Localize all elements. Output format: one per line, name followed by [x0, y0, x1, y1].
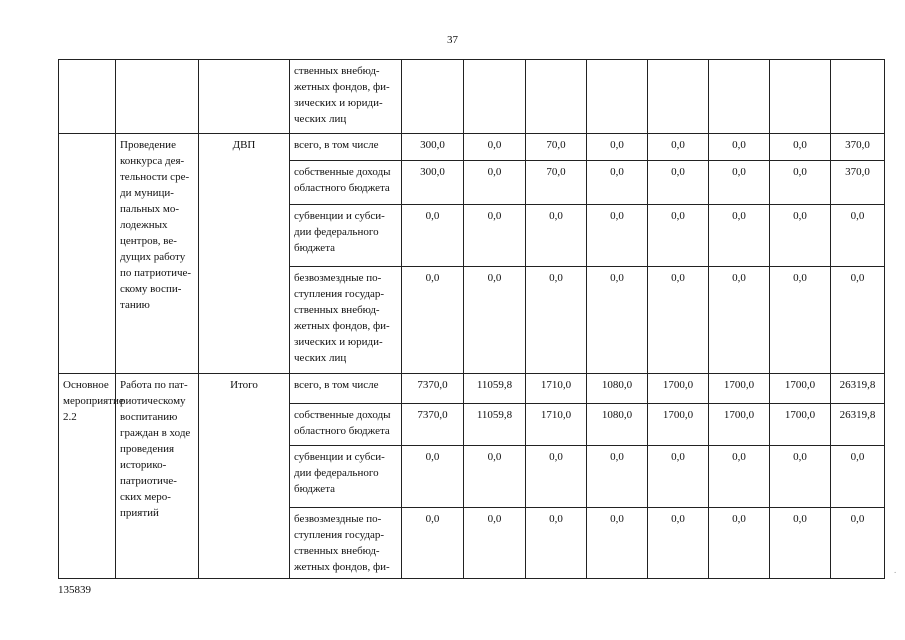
amount-cell: 0,0	[770, 161, 831, 205]
amount-cell: 0,0	[402, 267, 464, 374]
amount-cell: 0,0	[587, 446, 648, 508]
amount-cell: 70,0	[526, 161, 587, 205]
amount-cell: 0,0	[464, 205, 526, 267]
amount-cell: 0,0	[709, 134, 770, 161]
amount-cell: 0,0	[464, 446, 526, 508]
amount-cell: 1700,0	[770, 404, 831, 446]
value-cell	[464, 60, 526, 134]
value-cell	[709, 60, 770, 134]
amount-cell: 0,0	[587, 205, 648, 267]
amount-cell: 26319,8	[831, 404, 885, 446]
amount-cell: 1700,0	[709, 404, 770, 446]
amount-cell: 0,0	[526, 508, 587, 579]
amount-cell: 1710,0	[526, 374, 587, 404]
amount-cell: 0,0	[587, 161, 648, 205]
amount-cell: 0,0	[587, 134, 648, 161]
amount-cell: 0,0	[831, 267, 885, 374]
amount-cell: 70,0	[526, 134, 587, 161]
funding-source: собственные доходы областного бюджета	[290, 161, 402, 205]
amount-cell: 0,0	[587, 508, 648, 579]
measure-executor: ДВП	[199, 134, 290, 374]
value-cell	[402, 60, 464, 134]
amount-cell: 0,0	[770, 205, 831, 267]
amount-cell: 0,0	[831, 508, 885, 579]
amount-cell: 0,0	[770, 446, 831, 508]
amount-cell: 1710,0	[526, 404, 587, 446]
amount-cell: 0,0	[648, 134, 709, 161]
scan-edge-mark: .	[894, 565, 897, 575]
amount-cell: 0,0	[709, 205, 770, 267]
funding-source: безвозмездные по- ступления государ- ственных внебюд- жетных фондов, фи-	[290, 508, 402, 579]
measure-name: Проведение конкурса дея- тельности сре- ди муници- пальных мо- лодежных центров, ве- дущих работу по патриотиче- скому воспи- танию	[116, 134, 199, 374]
page-number: 37	[447, 34, 458, 46]
amount-cell: 7370,0	[402, 374, 464, 404]
table-row	[59, 374, 885, 404]
amount-cell: 0,0	[464, 508, 526, 579]
amount-cell: 0,0	[402, 446, 464, 508]
amount-cell: 370,0	[831, 161, 885, 205]
amount-cell: 1700,0	[648, 374, 709, 404]
value-cell	[587, 60, 648, 134]
name-cell	[116, 60, 199, 134]
value-cell	[831, 60, 885, 134]
funding-source: всего, в том числе	[290, 374, 402, 404]
amount-cell: 0,0	[402, 508, 464, 579]
amount-cell: 0,0	[464, 267, 526, 374]
amount-cell: 300,0	[402, 161, 464, 205]
value-cell	[770, 60, 831, 134]
document-code: 135839	[58, 584, 91, 596]
amount-cell: 1080,0	[587, 374, 648, 404]
amount-cell: 0,0	[587, 267, 648, 374]
amount-cell: 7370,0	[402, 404, 464, 446]
amount-cell: 0,0	[648, 508, 709, 579]
funding-source: безвозмездные по- ступления государ- ственных внебюд- жетных фондов, фи- зических и юриди- ческих лиц	[290, 267, 402, 374]
value-cell	[648, 60, 709, 134]
funding-source: субвенции и субси- дии федерального бюджета	[290, 446, 402, 508]
amount-cell: 0,0	[709, 267, 770, 374]
table-row	[59, 134, 885, 161]
funding-source: собственные доходы областного бюджета	[290, 404, 402, 446]
funding-source: всего, в том числе	[290, 134, 402, 161]
budget-table	[58, 59, 885, 579]
amount-cell: 11059,8	[464, 404, 526, 446]
amount-cell: 0,0	[402, 205, 464, 267]
amount-cell: 0,0	[464, 161, 526, 205]
amount-cell: 0,0	[709, 446, 770, 508]
measure-label: Основное мероприятие 2.2	[59, 374, 116, 579]
amount-cell: 0,0	[709, 508, 770, 579]
amount-cell: 1700,0	[770, 374, 831, 404]
funding-source: субвенции и субси- дии федерального бюджета	[290, 205, 402, 267]
amount-cell: 26319,8	[831, 374, 885, 404]
executor-cell	[199, 60, 290, 134]
amount-cell: 300,0	[402, 134, 464, 161]
amount-cell: 0,0	[648, 205, 709, 267]
amount-cell: 0,0	[831, 446, 885, 508]
table-body	[59, 60, 885, 579]
amount-cell: 0,0	[526, 267, 587, 374]
value-cell	[526, 60, 587, 134]
amount-cell: 0,0	[709, 161, 770, 205]
amount-cell: 0,0	[648, 161, 709, 205]
amount-cell: 0,0	[526, 205, 587, 267]
amount-cell: 1700,0	[648, 404, 709, 446]
amount-cell: 0,0	[526, 446, 587, 508]
amount-cell: 1700,0	[709, 374, 770, 404]
source-cell: ственных внебюд- жетных фондов, фи- зических и юриди- ческих лиц	[290, 60, 402, 134]
measure-name: Работа по пат- риотическому воспитанию граждан в ходе проведения историко- патриотиче- ских меро- приятий	[116, 374, 199, 579]
amount-cell: 370,0	[831, 134, 885, 161]
amount-cell: 0,0	[831, 205, 885, 267]
amount-cell: 0,0	[770, 134, 831, 161]
label-cell	[59, 60, 116, 134]
amount-cell: 0,0	[464, 134, 526, 161]
amount-cell: 11059,8	[464, 374, 526, 404]
amount-cell: 0,0	[648, 267, 709, 374]
continuation-row	[59, 60, 885, 134]
amount-cell: 0,0	[770, 267, 831, 374]
amount-cell: 1080,0	[587, 404, 648, 446]
measure-executor: Итого	[199, 374, 290, 579]
amount-cell: 0,0	[648, 446, 709, 508]
measure-label	[59, 134, 116, 374]
amount-cell: 0,0	[770, 508, 831, 579]
